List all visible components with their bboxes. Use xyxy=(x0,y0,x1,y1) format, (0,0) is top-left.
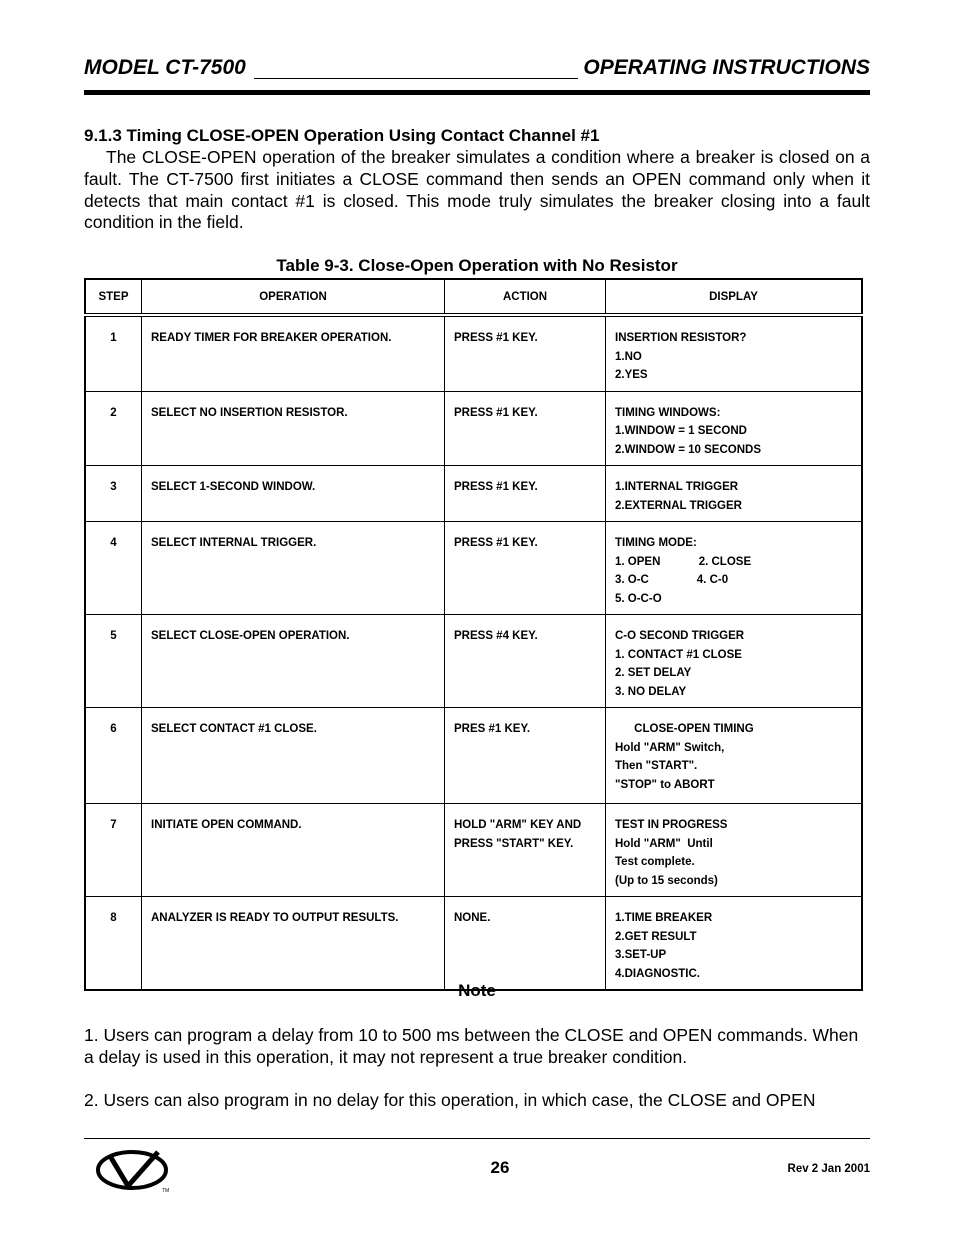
action-cell xyxy=(445,391,606,466)
header-action: ACTION xyxy=(445,279,606,315)
display-line: 2.YES xyxy=(615,369,648,381)
note-item-1: 1. Users can program a delay from 10 to 500 ms between the CLOSE and OPEN commands. When a delay is used in this operation, it may not represent a true breaker condition. xyxy=(84,1025,859,1067)
section-title: 9.1.3 Timing CLOSE-OPEN Operation Using Contact Channel #1 xyxy=(84,126,600,145)
display-line: 2.WINDOW = 10 SECONDS xyxy=(615,443,762,456)
action-cell xyxy=(445,522,606,615)
action-line: PRES #1 KEY. xyxy=(454,723,531,735)
step-cell xyxy=(85,615,142,708)
step-number: 2 xyxy=(110,406,117,419)
display-cell xyxy=(606,391,863,466)
step-cell xyxy=(85,897,142,991)
step-cell xyxy=(85,522,142,615)
table-row xyxy=(85,804,862,897)
display-line: TEST IN PROGRESS xyxy=(615,819,728,831)
section-paragraph-text: The CLOSE-OPEN operation of the breaker simulates a condition where a breaker is closed on a fault. The CT-7500 first initiates a CLOSE command then sends an OPEN command only when it detects that main contact #1 is closed. This mode truly simulates the breaker closing into a fault condition in the field. xyxy=(84,147,870,233)
operation-text: ANALYZER IS READY TO OUTPUT RESULTS. xyxy=(151,912,399,924)
display-line: 3. NO DELAY xyxy=(615,685,687,698)
action-line: PRESS #4 KEY. xyxy=(454,630,538,642)
display-line: 5. O-C-O xyxy=(615,592,662,605)
display-cell xyxy=(606,708,863,804)
operation-text: SELECT CONTACT #1 CLOSE. xyxy=(151,723,317,735)
display-cell xyxy=(606,522,863,615)
action-cell xyxy=(445,804,606,897)
operation-cell xyxy=(142,615,445,708)
header-operation: OPERATION xyxy=(142,279,445,315)
header-model: MODEL CT-7500 xyxy=(84,56,246,79)
action-line: NONE. xyxy=(454,912,491,924)
step-number: 7 xyxy=(110,819,117,831)
section-paragraph xyxy=(84,147,870,234)
step-number: 5 xyxy=(110,630,117,642)
header-step: STEP xyxy=(85,279,142,315)
display-cell xyxy=(606,615,863,708)
display-line: 2.GET RESULT xyxy=(615,930,697,943)
display-line: 1.NO xyxy=(615,350,642,363)
table-row xyxy=(85,522,862,615)
display-line: "STOP" to ABORT xyxy=(615,778,715,791)
display-line: 1.WINDOW = 1 SECOND xyxy=(615,425,747,437)
operations-table xyxy=(84,278,863,991)
table-row xyxy=(85,466,862,522)
page-header xyxy=(84,56,870,95)
operation-text: SELECT NO INSERTION RESISTOR. xyxy=(151,406,348,419)
display-line: 2.EXTERNAL TRIGGER xyxy=(615,499,742,512)
display-cell xyxy=(606,315,863,391)
table-row xyxy=(85,708,862,804)
display-line: TIMING WINDOWS: xyxy=(615,406,721,419)
step-cell xyxy=(85,315,142,391)
operation-text: SELECT INTERNAL TRIGGER. xyxy=(151,537,317,549)
display-line: CLOSE-OPEN TIMING xyxy=(615,723,754,735)
display-line: 1.INTERNAL TRIGGER xyxy=(615,481,739,493)
display-line: 3. O-C 4. C-0 xyxy=(615,574,729,586)
display-line: 4.DIAGNOSTIC. xyxy=(615,967,700,980)
operation-cell xyxy=(142,708,445,804)
display-line: Test complete. xyxy=(615,856,695,868)
display-cell xyxy=(606,466,863,522)
note-item-2: 2. Users can also program in no delay for this operation, in which case, the CLOSE and OPEN xyxy=(84,1090,816,1110)
action-line: PRESS #1 KEY. xyxy=(454,332,538,344)
action-line: PRESS #1 KEY. xyxy=(454,406,538,419)
display-cell xyxy=(606,804,863,897)
step-number: 1 xyxy=(110,332,117,344)
operation-cell xyxy=(142,315,445,391)
step-number: 6 xyxy=(110,723,117,735)
display-line: C-O SECOND TRIGGER xyxy=(615,630,745,642)
display-line: INSERTION RESISTOR? xyxy=(615,332,747,344)
header-title: OPERATING INSTRUCTIONS xyxy=(583,56,870,79)
page-number: 26 xyxy=(490,1158,510,1177)
action-line: PRESS #1 KEY. xyxy=(454,481,538,493)
display-line: 1. OPEN 2. CLOSE xyxy=(615,555,752,568)
action-cell xyxy=(445,615,606,708)
table-row xyxy=(85,315,862,391)
action-line: PRESS "START" KEY. xyxy=(454,837,574,850)
operation-text: SELECT 1-SECOND WINDOW. xyxy=(151,481,316,493)
step-cell xyxy=(85,391,142,466)
display-line: 3.SET-UP xyxy=(615,949,667,961)
table-row xyxy=(85,615,862,708)
display-line: Hold "ARM" Switch, xyxy=(615,741,725,754)
operation-cell xyxy=(142,391,445,466)
action-line: HOLD "ARM" KEY AND xyxy=(454,819,582,831)
svg-text:TM: TM xyxy=(162,1188,170,1194)
display-line: 2. SET DELAY xyxy=(615,667,692,679)
display-line: 1.TIME BREAKER xyxy=(615,912,713,924)
operation-text: READY TIMER FOR BREAKER OPERATION. xyxy=(151,332,392,344)
table-title: Table 9-3. Close-Open Operation with No Resistor xyxy=(276,256,678,275)
display-line: Hold "ARM" Until xyxy=(615,837,713,850)
action-cell xyxy=(445,315,606,391)
operation-text: INITIATE OPEN COMMAND. xyxy=(151,819,302,831)
table-row xyxy=(85,391,862,466)
header-display: DISPLAY xyxy=(606,279,863,315)
display-cell xyxy=(606,897,863,991)
note-title: Note xyxy=(458,981,496,1000)
operation-cell xyxy=(142,804,445,897)
footer-rule xyxy=(84,1138,870,1139)
operation-cell xyxy=(142,897,445,991)
action-cell xyxy=(445,897,606,991)
action-cell xyxy=(445,466,606,522)
step-number: 4 xyxy=(110,537,117,549)
revision-label: Rev 2 Jan 2001 xyxy=(787,1163,870,1175)
step-cell xyxy=(85,708,142,804)
operation-cell xyxy=(142,522,445,615)
action-line: PRESS #1 KEY. xyxy=(454,537,538,549)
step-cell xyxy=(85,804,142,897)
display-line: TIMING MODE: xyxy=(615,537,697,549)
step-number: 3 xyxy=(110,481,117,493)
table-header-row xyxy=(85,279,862,315)
display-line: (Up to 15 seconds) xyxy=(615,874,718,887)
display-line: 1. CONTACT #1 CLOSE xyxy=(615,648,742,661)
header-rule xyxy=(254,78,578,79)
table-row xyxy=(85,897,862,991)
operation-cell xyxy=(142,466,445,522)
action-cell xyxy=(445,708,606,804)
display-line: Then "START". xyxy=(615,760,698,772)
operation-text: SELECT CLOSE-OPEN OPERATION. xyxy=(151,630,350,642)
step-cell xyxy=(85,466,142,522)
step-number: 8 xyxy=(110,912,117,924)
